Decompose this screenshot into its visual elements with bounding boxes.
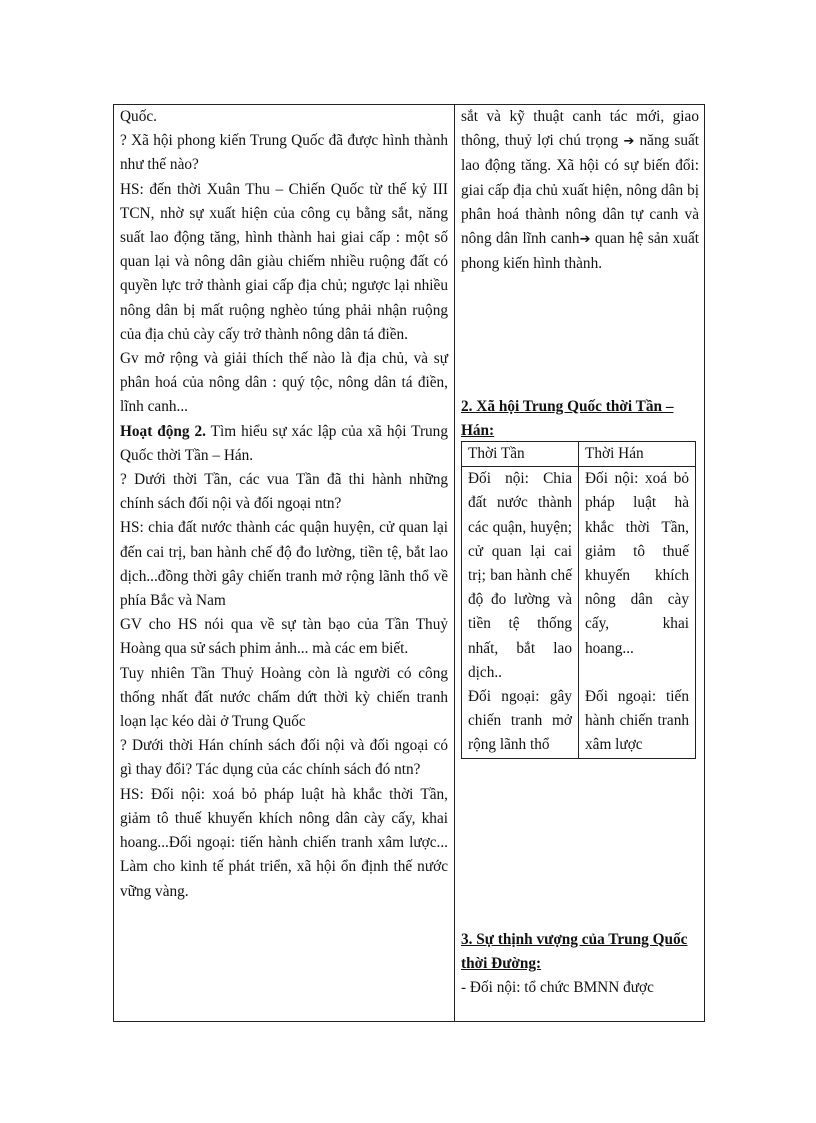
han-spacer <box>585 661 689 685</box>
right-para-1b: năng suất lao động tăng. Xã hội có sự biến đổi: giai cấp địa chủ xuất hiện, nông dân bị phân hoá thành nông dân tự canh và nông dân lĩnh canh <box>461 132 700 248</box>
han-body <box>579 467 695 757</box>
activity-2-heading <box>120 420 448 468</box>
arrow-icon: ➔ <box>623 134 635 150</box>
left-answer-3: HS: Đối nội: xoá bỏ pháp luật hà khắc thời Tần, giảm tô thuế khuyến khích nông dân cày cấy, khai hoang...Đối ngoại: tiến hành chiến tranh xâm lược... Làm cho kinh tế phát triển, xã hội ổn định thế nước vững vàng. <box>120 785 448 900</box>
section-3-heading: 3. Sự thịnh vượng của Trung Quốc thời Đường: <box>461 931 688 973</box>
han-domestic: Đối nội: xoá bỏ pháp luật hà khắc thời Tần, giảm tô thuế khuyến khích nông dân cày cấy, khai hoang... <box>585 470 689 657</box>
tan-column <box>462 442 578 758</box>
left-answer-2: HS: chia đất nước thành các quận huyện, cử quan lại đến cai trị, ban hành chế độ đo lường, tiền tệ, bắt lao dịch...đồng thời gây chiến tranh mở rộng lãnh thổ về phía Bắc và Nam <box>120 519 448 610</box>
han-column <box>578 442 695 758</box>
teacher-activity-column <box>114 105 455 1021</box>
right-para-1c: quan hệ sản xuất phong kiến hình thành. <box>461 230 700 273</box>
han-header: Thời Hán <box>579 442 695 467</box>
tan-foreign: Đối ngoại: gây chiến tranh mở rộng lãnh thổ <box>468 688 572 754</box>
right-para-1 <box>461 105 699 276</box>
activity-2-text: Tìm hiểu sự xác lập của xã hội Trung Quốc thời Tần – Hán. <box>120 422 448 464</box>
left-para-1: Quốc. <box>120 108 157 125</box>
right-para-1a: sắt và kỹ thuật canh tác mới, giao thông, thuỷ lợi chú trọng <box>461 108 699 150</box>
left-teacher-note-2: GV cho HS nói qua về sự tàn bạo của Tần Thuỷ Hoàng qua sử sách phim ảnh... mà các em biết. <box>120 616 448 658</box>
left-teacher-note-1: Gv mở rộng và giải thích thế nào là địa chủ, và sự phân hoá của nông dân : quý tộc, nông dân tá điền, lĩnh canh... <box>120 350 448 416</box>
section-3-text: - Đối nội: tổ chức BMNN được <box>461 979 654 996</box>
section-2-heading: 2. Xã hội Trung Quốc thời Tần – Hán: <box>461 398 674 440</box>
lesson-table <box>113 104 705 1022</box>
activity-2-label: Hoạt động 2. <box>120 422 206 440</box>
left-question-3: ? Dưới thời Hán chính sách đối nội và đối ngoại có gì thay đổi? Tác dụng của các chính sách đó ntn? <box>120 737 448 779</box>
left-question-2: ? Dưới thời Tần, các vua Tần đã thi hành những chính sách đối nội và đối ngoại ntn? <box>120 471 448 513</box>
tan-header: Thời Tần <box>462 442 578 467</box>
han-foreign: Đối ngoại: tiến hành chiến tranh xâm lược <box>585 688 689 754</box>
left-answer-1: HS: đến thời Xuân Thu – Chiến Quốc từ thế kỷ III TCN, nhờ sự xuất hiện của công cụ bằng sắt, năng suất lao động tăng, hình thành hai giai cấp : một số quan lại và nông dân giàu chiếm nhiều ruộng đất có quyền lực trở thành giai cấp địa chủ; ngược lại nhiều nông dân bị mất ruộng nghèo túng phải nhận ruộng của địa chủ cày cấy trở thành nông dân tá điền. <box>120 180 448 343</box>
tan-han-comparison-table <box>461 441 696 759</box>
tan-body <box>462 467 578 757</box>
left-question-1: ? Xã hội phong kiến Trung Quốc đã được hình thành như thế nào? <box>120 132 448 174</box>
tan-domestic: Đối nội: Chia đất nước thành các quận, huyện; cử quan lại cai trị; ban hành chế độ đo lường và tiền tệ thống nhất, bắt lao dịch.. <box>468 470 572 681</box>
arrow-icon: ➔ <box>579 232 591 248</box>
left-note-3: Tuy nhiên Tần Thuỷ Hoàng còn là người có công thống nhất đất nước chấm dứt thời kỳ chiến tranh loạn lạc kéo dài ở Trung Quốc <box>120 664 448 731</box>
